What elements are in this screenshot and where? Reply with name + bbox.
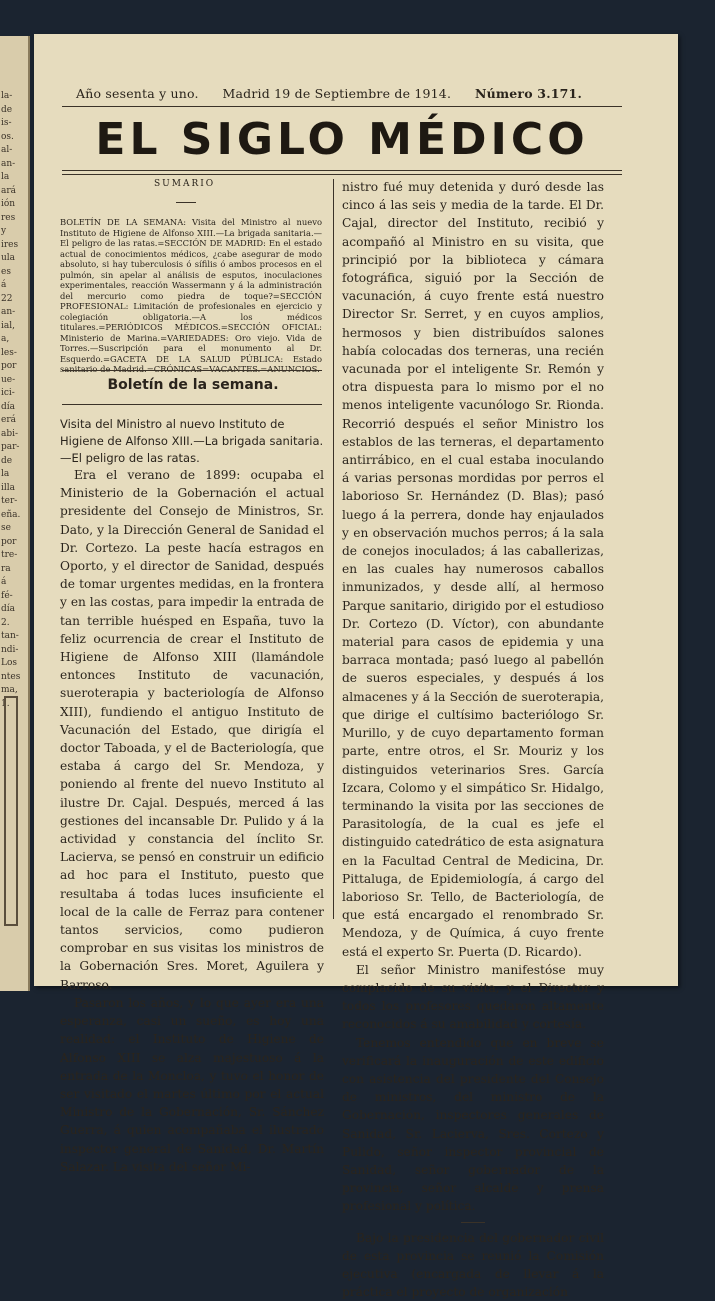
left-page-fragment: ndi- bbox=[1, 644, 19, 655]
left-page-fragment: ial, bbox=[1, 320, 15, 331]
left-page-fragment: á bbox=[1, 280, 7, 290]
section-rule-top bbox=[62, 370, 322, 371]
left-page-fragment: is- bbox=[1, 118, 12, 128]
left-page-fragment: les- bbox=[1, 347, 17, 358]
issue-number: Número 3.171. bbox=[474, 86, 582, 101]
left-page-fragment: an- bbox=[1, 158, 16, 169]
left-page-fragment: illa bbox=[1, 482, 16, 493]
sumario-title: SUMARIO bbox=[154, 179, 216, 189]
sumario-dash bbox=[176, 202, 196, 203]
sumario-text: BOLETÍN DE LA SEMANA: Visita del Ministro al nuevo Instituto de Higiene de Alfonso XIII.—La brigada sanitaria.—El peligro de las ratas.=SECCIÓN DE MADRID: En el estado actual de conocimientos médicos, ¿cabe asegurar de modo absoluto, si hay tuberculosis ó sífilis ó ambos procesos en el pulmón, sin apelar al análisis de esputos, inoculaciones experimentales, reacción Wassermann y á la administración del mercurio como piedra de toque?=SECCIÓN PROFESIONAL: Limitación de profesionales en ejercicio y colegiación obligatoria.—A los médicos titulares.=PERIÓDICOS MÉDICOS.=SECCIÓN OFICIAL: Ministerio de Marina.=VARIEDADES: Oro viejo. Vida de Torres.—Suscripción para el monumento al Dr. Esquerdo.=GACETA DE LA SALUD PÚBLICA: Estado sanitario de Madrid.=CRÓNICAS=VACANTES.=ANUNCIOS. bbox=[60, 217, 322, 374]
left-page-fragment: an- bbox=[1, 307, 16, 317]
right-column bbox=[342, 178, 604, 1301]
left-page-fragment: ma, bbox=[1, 685, 18, 695]
left-page-fragment: la bbox=[1, 469, 10, 479]
left-page-fragment: ue- bbox=[1, 374, 16, 385]
header-rule bbox=[62, 106, 622, 107]
left-page-fragment: tan- bbox=[1, 631, 19, 641]
left-page-fragment: día bbox=[1, 401, 16, 412]
left-page-fragment: y bbox=[1, 226, 7, 236]
left-page-fragment: es bbox=[1, 266, 11, 277]
left-page-fragment: tre- bbox=[1, 550, 18, 560]
left-page-fragment: a, bbox=[1, 334, 10, 344]
paragraph: Bajo la presidencia del gobernador civil de esta provincia se reunió la Comisión ejecutiva (encargada de llevar á la práctica el proyecto de organización bbox=[342, 1230, 604, 1300]
left-page-fragment: 22 bbox=[1, 293, 13, 304]
left-page-fragment: 2. bbox=[1, 617, 10, 628]
year-label: Año sesenta y uno. bbox=[76, 86, 199, 101]
paragraph-divider bbox=[461, 1222, 485, 1223]
paragraph: Tenemos entendido que en breve se verificará la inauguración de este edificio con asistencia del presidente del Consejo de ministros, del ministro de la Gobernación, inspectores generales de Sanidad, Sr. Lacierva, Sres. Cortezo y Pulido, señor inspector provincial de Sanidad, señor gobernador de la provincia, señor alcalde y prensa profesional y política. bbox=[342, 1035, 604, 1214]
left-page-fragment: abi- bbox=[1, 428, 19, 439]
masthead-rule-bottom bbox=[62, 174, 622, 175]
left-page-fragment: ión bbox=[1, 199, 16, 209]
masthead-rule-top bbox=[62, 170, 622, 171]
left-page-fragment: ula bbox=[1, 253, 16, 263]
left-page-fragment: 1. bbox=[1, 698, 10, 709]
left-page-fragment: día bbox=[1, 604, 16, 614]
paragraph: nistro fué muy detenida y duró desde las cinco á las seis y media de la tarde. El Dr. Cajal, director del Instituto, recibió y acompañó al Ministro en su visita, que principió por la biblioteca y cámara fotográfica, siguió por la Sección de vacunación, á cuyo frente está nuestro Director Sr. Serret, y en cuyos amplios, hermosos y bien distribuídos salones había colocadas dos terneras, una recién vacunada por el inteligente Sr. Remón y otra dispuesta para lo mismo por el no menos inteligente vacunólogo Sr. Rionda. Recorrió después el señor Ministro los establos de las terneras, el departamento antirrábico, en el cual estaba inoculando á varias personas mordidas por perros el laborioso Sr. Hernández (D. Blas); pasó luego á la perrera, donde hay enjaulados y en observación muchos perros; á la sala de conejos inoculados; á las caballerizas, en las cuales hay numerosos caballos inmunizados, y desde allí, al hermoso Parque sanitario, dirigido por el estudioso Dr. Cortezo (D. Víctor), con abundante material para casos de epidemia y una barraca montada; pasó luego al pabellón de sueros especiales, y después á los almacenes y á la Sección de sueroterapia, que dirige el cultísimo bacteriólogo Sr. Murillo, y de cuyo departamento forman parte, entre otros, el Sr. Mouriz y los distinguidos veterinarios Sres. García Izcara, Colomo y el simpático Sr. Hidalgo, terminando la visita por las secciones de Parasitología, de la cual es jefe el distinguido catedrático de esta asignatura en la Facultad Central de Medicina, Dr. Pittaluga, de Epidemiología, á cargo del laborioso Sr. Tello, de Bacteriología, de que está encargado el renombrado Sr. Mendoza, y de Química, á cuyo frente está el experto Sr. Puerta (D. Ricardo). bbox=[342, 180, 604, 959]
issue-header bbox=[76, 86, 582, 101]
column-separator bbox=[333, 179, 334, 919]
left-page-fragment: res bbox=[1, 212, 16, 223]
left-page-fragment: par- bbox=[1, 442, 20, 452]
section-title: Boletín de la semana. bbox=[107, 377, 279, 393]
left-page-fragment: de bbox=[1, 455, 13, 466]
left-page-fragment: á bbox=[1, 577, 7, 587]
left-page-fragment: la bbox=[1, 172, 10, 182]
left-page-fragment: se bbox=[1, 523, 11, 533]
decorative-border bbox=[4, 696, 18, 926]
left-page-fragment: ra bbox=[1, 563, 11, 574]
section-rule-bottom bbox=[62, 404, 322, 405]
left-page-fragment: eña. bbox=[1, 509, 21, 520]
left-page-fragment: Los bbox=[1, 658, 18, 668]
left-page-fragment: ter- bbox=[1, 496, 18, 506]
left-page-fragment: ires bbox=[1, 239, 19, 250]
left-page-fragment: por bbox=[1, 536, 17, 547]
left-page-fragment: ntes bbox=[1, 671, 21, 682]
left-page-fragment: al- bbox=[1, 145, 13, 155]
paragraph: El señor Ministro manifestóse muy complacido de su visita, y el Director y todos los profesores quedaron altamente reconocidos á su amabilidad y cortesía. bbox=[342, 962, 604, 1032]
left-column bbox=[60, 466, 324, 1176]
article-subhead: Visita del Ministro al nuevo Instituto de Higiene de Alfonso XIII.—La brigada sanitaria.—El peligro de las ratas. bbox=[60, 417, 324, 465]
left-page-fragment: por bbox=[1, 361, 17, 371]
left-page-fragment: fé- bbox=[1, 590, 13, 601]
paragraph: Era el verano de 1899: ocupaba el Ministerio de la Gobernación el actual presidente del Consejo de Ministros, Sr. Dato, y la Dirección General de Sanidad el Dr. Cortezo. La peste hacía estragos en Oporto, y el director de Sanidad, después de tomar urgentes medidas, en la frontera y en las costas, para impedir la entrada de tan terrible huésped en España, tuvo la feliz ocurrencia de crear el Instituto de Higiene de Alfonso XIII (llamándole entonces Instituto de vacunación, sueroterapia y bacteriología de Alfonso XIII), fundiendo el antiguo Instituto de Vacunación del Estado, que dirigía el doctor Taboada, y el de Bacteriología, que estaba á cargo del Sr. Mendoza, y poniendo al frente del nuevo Instituto al ilustre Dr. Cajal. Después, merced á las gestiones del incansable Dr. Pulido y á la actividad y constancia del ínclito Sr. Lacierva, se pensó en construir un edificio ad hoc para el Instituto, puesto que resultaba á todas luces insuficiente el local de la calle de Ferraz para contener tantos servicios, como pudieron comprobar en sus visitas los ministros de la Gobernación Sres. Moret, Aguilera y Barroso. bbox=[60, 468, 324, 992]
left-page-fragment: os. bbox=[1, 131, 14, 142]
left-page-fragment: ici- bbox=[1, 388, 15, 398]
left-page-fragment: erá bbox=[1, 415, 16, 425]
newspaper-page bbox=[34, 34, 678, 1300]
left-page-fragment: la- bbox=[1, 91, 13, 101]
paragraph: Pasaron los años, y lo que ayer era una esperanza, casi un sueño, es hoy una realidad: el Instituto de Higiene de Alfonso XIII se alza majestuoso á la entrada de la Moncloa, y tuvo el honor de ser visitado el martes último por el actual Ministro de la Gobernación, Sr. Sánchez Guerra, á quien acompañaba el ilustrado inspector general de Sanidad, Dr. Martín Salazar. La visita del señor Mi- bbox=[60, 995, 324, 1174]
left-page-fragment: de bbox=[1, 104, 13, 115]
date-label: Madrid 19 de Septiembre de 1914. bbox=[222, 86, 452, 101]
masthead-title: EL SIGLO MÉDICO bbox=[95, 114, 589, 165]
left-page-edge bbox=[0, 36, 30, 991]
left-page-fragment: ará bbox=[1, 185, 17, 196]
